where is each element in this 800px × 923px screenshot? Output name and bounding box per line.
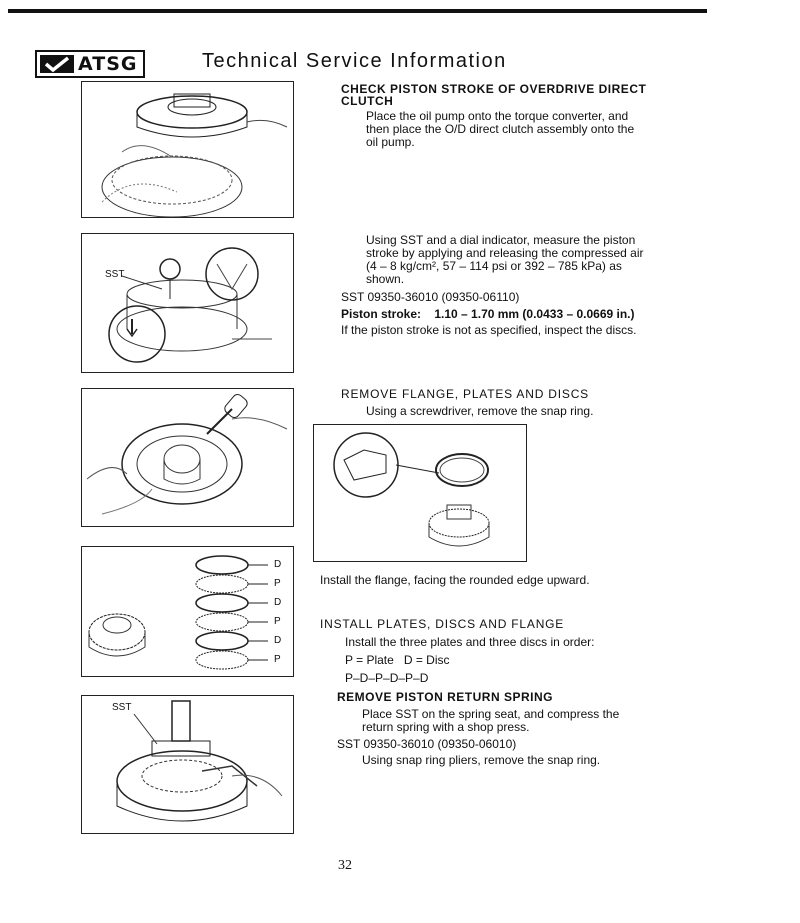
s1-line-3: oil pump.	[366, 135, 415, 149]
piston-stroke-value: 1.10 – 1.70 mm (0.0433 – 0.0669 in.)	[434, 307, 635, 321]
dial-indicator-illustration	[82, 234, 293, 372]
plates-discs-illustration	[82, 547, 293, 676]
figure-dial-indicator	[81, 233, 294, 373]
heading-check-piston-stroke: CHECK PISTON STROKE OF OVERDRIVE DIRECT	[341, 82, 647, 96]
spring-compressor-illustration	[82, 696, 293, 833]
disc-label-2: D	[274, 597, 282, 608]
s5-final: Using snap ring pliers, remove the snap ring.	[362, 753, 601, 767]
plate-label-3: P	[274, 654, 281, 665]
page-number: 32	[338, 858, 352, 873]
s4-order: P–D–P–D–P–D	[345, 671, 429, 685]
disc-label-1: D	[274, 559, 282, 570]
plate-label-1: P	[274, 578, 281, 589]
s5-line-2: return spring with a shop press.	[362, 720, 530, 734]
sst-label: SST	[105, 269, 125, 280]
s2-sst: SST 09350-36010 (09350-06110)	[341, 290, 520, 304]
s2-line-2: stroke by applying and releasing the compressed air	[366, 246, 644, 260]
s4-legend: P = Plate D = Disc	[345, 653, 450, 667]
disc-label-3: D	[274, 635, 282, 646]
screwdriver-illustration	[82, 389, 293, 526]
s1-line-2: then place the O/D direct clutch assembly onto the	[366, 122, 635, 136]
piston-stroke-spec	[341, 307, 635, 321]
flange-illustration	[314, 425, 526, 561]
checkmark-icon	[40, 55, 74, 73]
figure-spring-compressor	[81, 695, 294, 834]
heading-check-piston-stroke-cont: CLUTCH	[341, 94, 394, 108]
s2-line-4: shown.	[366, 272, 405, 286]
s4-body: Install the three plates and three discs in order:	[345, 635, 595, 649]
s5-sst: SST 09350-36010 (09350-06010)	[337, 737, 517, 751]
s1-line-1: Place the oil pump onto the torque converter, and	[366, 109, 629, 123]
piston-stroke-label: Piston stroke:	[341, 307, 422, 321]
atsg-logo	[35, 50, 145, 78]
s2-line-1: Using SST and a dial indicator, measure the piston	[366, 233, 636, 247]
figure-screwdriver	[81, 388, 294, 527]
heading-install-plates: INSTALL PLATES, DISCS AND FLANGE	[320, 617, 565, 631]
plate-label-2: P	[274, 616, 281, 627]
figure-flange	[313, 424, 527, 562]
clutch-illustration	[82, 82, 293, 217]
top-rule	[8, 9, 707, 13]
s3-body: Using a screwdriver, remove the snap ring.	[366, 404, 594, 418]
page-title: Technical Service Information	[202, 50, 507, 72]
logo-text: ATSG	[78, 53, 138, 75]
figure-clutch-on-pump	[81, 81, 294, 218]
heading-remove-flange: REMOVE FLANGE, PLATES AND DISCS	[341, 387, 589, 401]
s2-line-3: (4 – 8 kg/cm², 57 – 114 psi or 392 – 785 kPa) as	[366, 259, 622, 273]
heading-remove-return-spring: REMOVE PISTON RETURN SPRING	[337, 690, 553, 704]
s3-after-figure: Install the flange, facing the rounded edge upward.	[320, 573, 590, 587]
s2-note: If the piston stroke is not as specified, inspect the discs.	[341, 323, 637, 337]
figure-plates-discs	[81, 546, 294, 677]
sst-label-2: SST	[112, 702, 132, 713]
s5-line-1: Place SST on the spring seat, and compress the	[362, 707, 620, 721]
